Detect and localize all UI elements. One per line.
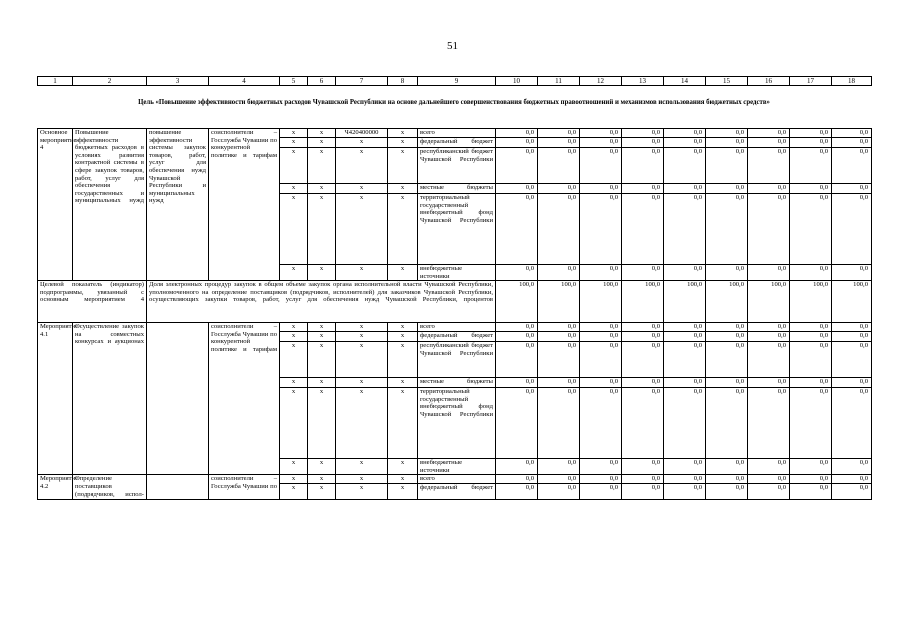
amount-cell: 0,0 (664, 388, 706, 459)
amount-cell: 0,0 (748, 194, 790, 265)
amount-cell: 0,0 (832, 459, 872, 475)
amount-cell: 0,0 (664, 129, 706, 138)
indicator-value: 100,0 (706, 281, 748, 323)
funding-source: всего (418, 475, 496, 484)
amount-cell: 0,0 (664, 138, 706, 148)
event-41-row (38, 323, 872, 332)
amount-cell: 0,0 (622, 265, 664, 281)
amount-cell: 0,0 (664, 323, 706, 332)
amount-cell: 0,0 (832, 129, 872, 138)
amount-cell: 0,0 (496, 323, 538, 332)
main-event-row (38, 129, 872, 138)
indicator-value: 100,0 (664, 281, 706, 323)
amount-cell: 0,0 (664, 332, 706, 342)
amount-cell: 0,0 (706, 342, 748, 378)
amount-cell: 0,0 (706, 323, 748, 332)
marker-x: x (388, 138, 418, 148)
marker-x: x (280, 388, 308, 459)
amount-cell: 0,0 (664, 184, 706, 194)
marker-x: x (280, 129, 308, 138)
amount-cell: 0,0 (790, 184, 832, 194)
funding-source: федеральный бюджет (418, 484, 496, 500)
marker-x: x (308, 138, 336, 148)
goal-heading: Цель «Повышение эффективности бюджетных расходов Чувашской Республики на основе дальнейшего совершенствования бюджетных правоотношений и механизмов использования бюджетных средств» (138, 99, 770, 106)
marker-x: x (308, 148, 336, 184)
marker-x: x (388, 388, 418, 459)
amount-cell: 0,0 (538, 378, 580, 388)
indicator-value: 100,0 (580, 281, 622, 323)
marker-x: x (280, 484, 308, 500)
column-number-13: 13 (622, 77, 664, 86)
amount-cell: 0,0 (790, 388, 832, 459)
funding-source: всего (418, 129, 496, 138)
event-41-purpose (147, 323, 209, 475)
main-event-label: Основное мероприятие 4 (38, 129, 73, 281)
amount-cell: 0,0 (496, 388, 538, 459)
amount-cell: 0,0 (538, 184, 580, 194)
marker-x: x (388, 184, 418, 194)
amount-cell: 0,0 (832, 184, 872, 194)
column-number-3: 3 (147, 77, 209, 86)
amount-cell: 0,0 (538, 138, 580, 148)
event-42-executor: соисполнители – Госслужба Чувашии по (209, 475, 280, 500)
marker-x: x (388, 129, 418, 138)
amount-cell: 0,0 (538, 323, 580, 332)
amount-cell: 0,0 (790, 475, 832, 484)
marker-x: x (336, 148, 388, 184)
amount-cell: 0,0 (538, 459, 580, 475)
column-number-6: 6 (308, 77, 336, 86)
amount-cell: 0,0 (496, 475, 538, 484)
amount-cell: 0,0 (496, 148, 538, 184)
amount-cell: 0,0 (706, 388, 748, 459)
amount-cell: 0,0 (622, 459, 664, 475)
amount-cell: 0,0 (790, 265, 832, 281)
indicator-value: 100,0 (496, 281, 538, 323)
amount-cell: 0,0 (580, 475, 622, 484)
amount-cell: 0,0 (664, 459, 706, 475)
amount-cell: 0,0 (538, 475, 580, 484)
main-event-executor: соисполнители – Госслужба Чувашии по конкурентной политике и тарифам (209, 129, 280, 281)
marker-x: x (388, 194, 418, 265)
marker-x: x (280, 265, 308, 281)
marker-x: x (280, 184, 308, 194)
amount-cell: 0,0 (538, 129, 580, 138)
main-event-purpose: повышение эффективности системы закупок товаров, работ, услуг для обеспечения нужд Чувашской Республики и муниципальных нужд (147, 129, 209, 281)
amount-cell: 0,0 (832, 378, 872, 388)
column-number-7: 7 (336, 77, 388, 86)
marker-x: x (280, 323, 308, 332)
amount-cell: 0,0 (790, 342, 832, 378)
amount-cell: 0,0 (832, 475, 872, 484)
marker-x: x (308, 332, 336, 342)
amount-cell: 0,0 (790, 194, 832, 265)
marker-x: x (336, 323, 388, 332)
amount-cell: 0,0 (496, 129, 538, 138)
amount-cell: 0,0 (664, 194, 706, 265)
column-number-2: 2 (73, 77, 147, 86)
column-number-9: 9 (418, 77, 496, 86)
amount-cell: 0,0 (580, 459, 622, 475)
marker-x: x (308, 184, 336, 194)
indicator-value: 100,0 (538, 281, 580, 323)
column-number-row (38, 77, 872, 86)
marker-x: x (280, 138, 308, 148)
amount-cell: 0,0 (580, 342, 622, 378)
amount-cell: 0,0 (496, 194, 538, 265)
amount-cell: 0,0 (664, 342, 706, 378)
column-number-10: 10 (496, 77, 538, 86)
amount-cell: 0,0 (706, 184, 748, 194)
marker-x: x (308, 475, 336, 484)
amount-cell: 0,0 (706, 332, 748, 342)
amount-cell: 0,0 (832, 323, 872, 332)
funding-source: федеральный бюджет (418, 332, 496, 342)
marker-x: x (388, 378, 418, 388)
amount-cell: 0,0 (580, 388, 622, 459)
amount-cell: 0,0 (706, 475, 748, 484)
indicator-label: Целевой показатель (индикатор) подпрограммы, увязанный с основным мероприятием 4 (38, 281, 147, 323)
amount-cell: 0,0 (538, 332, 580, 342)
funding-source: внебюджетные источники (418, 459, 496, 475)
indicator-text: Доля электронных процедур закупок в общем объеме закупок органа исполнительной власти Чувашской Республики, уполномоченного на определение поставщиков (подрядчиков, исполнителей) для заказчиков Чувашской Республики, осуществляющих закупки товаров, работ, услуг для обеспечения нужд Чувашской Республики, процентов (147, 281, 496, 323)
amount-cell: 0,0 (622, 138, 664, 148)
marker-x: x (308, 323, 336, 332)
column-header-table (37, 76, 872, 86)
amount-cell: 0,0 (748, 148, 790, 184)
amount-cell: 0,0 (706, 378, 748, 388)
amount-cell: 0,0 (664, 484, 706, 500)
column-number-4: 4 (209, 77, 280, 86)
amount-cell: 0,0 (580, 129, 622, 138)
amount-cell: 0,0 (580, 184, 622, 194)
amount-cell: 0,0 (580, 148, 622, 184)
column-number-17: 17 (790, 77, 832, 86)
program-table (37, 128, 872, 500)
marker-x: x (280, 194, 308, 265)
amount-cell: 0,0 (832, 194, 872, 265)
amount-cell: 0,0 (664, 378, 706, 388)
amount-cell: 0,0 (748, 342, 790, 378)
amount-cell: 0,0 (748, 129, 790, 138)
column-number-14: 14 (664, 77, 706, 86)
marker-x: x (280, 332, 308, 342)
indicator-value: 100,0 (790, 281, 832, 323)
event-42-row (38, 475, 872, 484)
amount-cell: 0,0 (748, 332, 790, 342)
funding-source: территориальный государственный внебюджетный фонд Чувашской Республики (418, 194, 496, 265)
amount-cell: 0,0 (622, 388, 664, 459)
event-41-label: Мероприятие 4.1 (38, 323, 73, 475)
marker-x: x (388, 148, 418, 184)
funding-source: федеральный бюджет (418, 138, 496, 148)
marker-x: x (388, 475, 418, 484)
marker-x: x (336, 475, 388, 484)
marker-x: x (280, 342, 308, 378)
amount-cell: 0,0 (790, 129, 832, 138)
column-number-11: 11 (538, 77, 580, 86)
amount-cell: 0,0 (790, 459, 832, 475)
marker-x: x (336, 194, 388, 265)
marker-x: x (336, 342, 388, 378)
funding-source: местные бюджеты (418, 184, 496, 194)
amount-cell: 0,0 (790, 323, 832, 332)
column-number-5: 5 (280, 77, 308, 86)
amount-cell: 0,0 (706, 459, 748, 475)
amount-cell: 0,0 (580, 194, 622, 265)
amount-cell: 0,0 (622, 484, 664, 500)
amount-cell: 0,0 (622, 378, 664, 388)
event-42-name: Определение поставщиков (подрядчиков, испол- (73, 475, 147, 500)
page-number: 51 (447, 40, 458, 52)
event-41-name: Осуществление закупок на совместных конкурсах и аукционах (73, 323, 147, 475)
event-41-executor: соисполнители – Госслужба Чувашии по конкурентной политике и тарифам (209, 323, 280, 475)
amount-cell: 0,0 (538, 265, 580, 281)
amount-cell: 0,0 (664, 148, 706, 184)
amount-cell: 0,0 (538, 194, 580, 265)
marker-x: x (336, 265, 388, 281)
event-42-purpose (147, 475, 209, 500)
event-42-label: Мероприятие 4.2 (38, 475, 73, 500)
amount-cell: 0,0 (580, 265, 622, 281)
amount-cell: 0,0 (622, 342, 664, 378)
marker-x: x (336, 388, 388, 459)
amount-cell: 0,0 (496, 342, 538, 378)
amount-cell: 0,0 (706, 484, 748, 500)
amount-cell: 0,0 (664, 475, 706, 484)
amount-cell: 0,0 (622, 129, 664, 138)
amount-cell: 0,0 (496, 332, 538, 342)
amount-cell: 0,0 (496, 484, 538, 500)
amount-cell: 0,0 (706, 265, 748, 281)
marker-x: x (308, 194, 336, 265)
marker-x: x (308, 459, 336, 475)
amount-cell: 0,0 (496, 265, 538, 281)
amount-cell: 0,0 (790, 484, 832, 500)
amount-cell: 0,0 (622, 332, 664, 342)
funding-source: внебюджетные источники (418, 265, 496, 281)
marker-x: x (308, 378, 336, 388)
amount-cell: 0,0 (496, 184, 538, 194)
amount-cell: 0,0 (748, 378, 790, 388)
amount-cell: 0,0 (748, 138, 790, 148)
amount-cell: 0,0 (832, 342, 872, 378)
marker-x: x (280, 378, 308, 388)
amount-cell: 0,0 (706, 194, 748, 265)
marker-x: x (280, 148, 308, 184)
amount-cell: 0,0 (790, 378, 832, 388)
amount-cell: 0,0 (664, 265, 706, 281)
funding-source: всего (418, 323, 496, 332)
column-number-12: 12 (580, 77, 622, 86)
funding-source: республиканский бюджет Чувашской Республики (418, 148, 496, 184)
marker-x: x (280, 475, 308, 484)
marker-x: x (388, 332, 418, 342)
indicator-value: 100,0 (748, 281, 790, 323)
indicator-row (38, 281, 872, 323)
amount-cell: 0,0 (622, 184, 664, 194)
column-number-18: 18 (832, 77, 872, 86)
marker-x: x (280, 459, 308, 475)
amount-cell: 0,0 (496, 138, 538, 148)
amount-cell: 0,0 (832, 138, 872, 148)
column-number-15: 15 (706, 77, 748, 86)
amount-cell: 0,0 (790, 332, 832, 342)
marker-x: x (388, 484, 418, 500)
amount-cell: 0,0 (580, 378, 622, 388)
amount-cell: 0,0 (538, 148, 580, 184)
funding-source: республиканский бюджет Чувашской Республики (418, 342, 496, 378)
amount-cell: 0,0 (832, 484, 872, 500)
amount-cell: 0,0 (538, 388, 580, 459)
marker-x: x (336, 378, 388, 388)
indicator-value: 100,0 (622, 281, 664, 323)
amount-cell: 0,0 (538, 342, 580, 378)
marker-x: x (336, 184, 388, 194)
amount-cell: 0,0 (748, 475, 790, 484)
budget-code: Ч420400000 (336, 129, 388, 138)
amount-cell: 0,0 (832, 388, 872, 459)
amount-cell: 0,0 (748, 484, 790, 500)
amount-cell: 0,0 (580, 323, 622, 332)
amount-cell: 0,0 (622, 323, 664, 332)
column-number-16: 16 (748, 77, 790, 86)
amount-cell: 0,0 (622, 194, 664, 265)
column-number-8: 8 (388, 77, 418, 86)
amount-cell: 0,0 (580, 138, 622, 148)
marker-x: x (336, 138, 388, 148)
funding-source: местные бюджеты (418, 378, 496, 388)
marker-x: x (388, 323, 418, 332)
amount-cell: 0,0 (496, 378, 538, 388)
amount-cell: 0,0 (706, 129, 748, 138)
marker-x: x (308, 265, 336, 281)
amount-cell: 0,0 (832, 332, 872, 342)
amount-cell: 0,0 (790, 138, 832, 148)
amount-cell: 0,0 (748, 323, 790, 332)
marker-x: x (388, 342, 418, 378)
marker-x: x (308, 342, 336, 378)
marker-x: x (336, 332, 388, 342)
amount-cell: 0,0 (496, 459, 538, 475)
amount-cell: 0,0 (580, 484, 622, 500)
marker-x: x (308, 388, 336, 459)
marker-x: x (336, 459, 388, 475)
amount-cell: 0,0 (706, 148, 748, 184)
amount-cell: 0,0 (622, 475, 664, 484)
marker-x: x (336, 484, 388, 500)
main-event-name: Повышение эффективности бюджетных расходов в условиях развития контрактной системы в сфере закупок товаров, работ, услуг для обеспечения государственных и муниципальных нужд (73, 129, 147, 281)
amount-cell: 0,0 (538, 484, 580, 500)
marker-x: x (388, 265, 418, 281)
amount-cell: 0,0 (748, 388, 790, 459)
amount-cell: 0,0 (790, 148, 832, 184)
amount-cell: 0,0 (706, 138, 748, 148)
amount-cell: 0,0 (832, 148, 872, 184)
amount-cell: 0,0 (748, 184, 790, 194)
amount-cell: 0,0 (622, 148, 664, 184)
amount-cell: 0,0 (748, 265, 790, 281)
indicator-value: 100,0 (832, 281, 872, 323)
column-number-1: 1 (38, 77, 73, 86)
amount-cell: 0,0 (832, 265, 872, 281)
amount-cell: 0,0 (580, 332, 622, 342)
funding-source: территориальный государственный внебюджетный фонд Чувашской Республики (418, 388, 496, 459)
marker-x: x (308, 129, 336, 138)
amount-cell: 0,0 (748, 459, 790, 475)
marker-x: x (388, 459, 418, 475)
marker-x: x (308, 484, 336, 500)
